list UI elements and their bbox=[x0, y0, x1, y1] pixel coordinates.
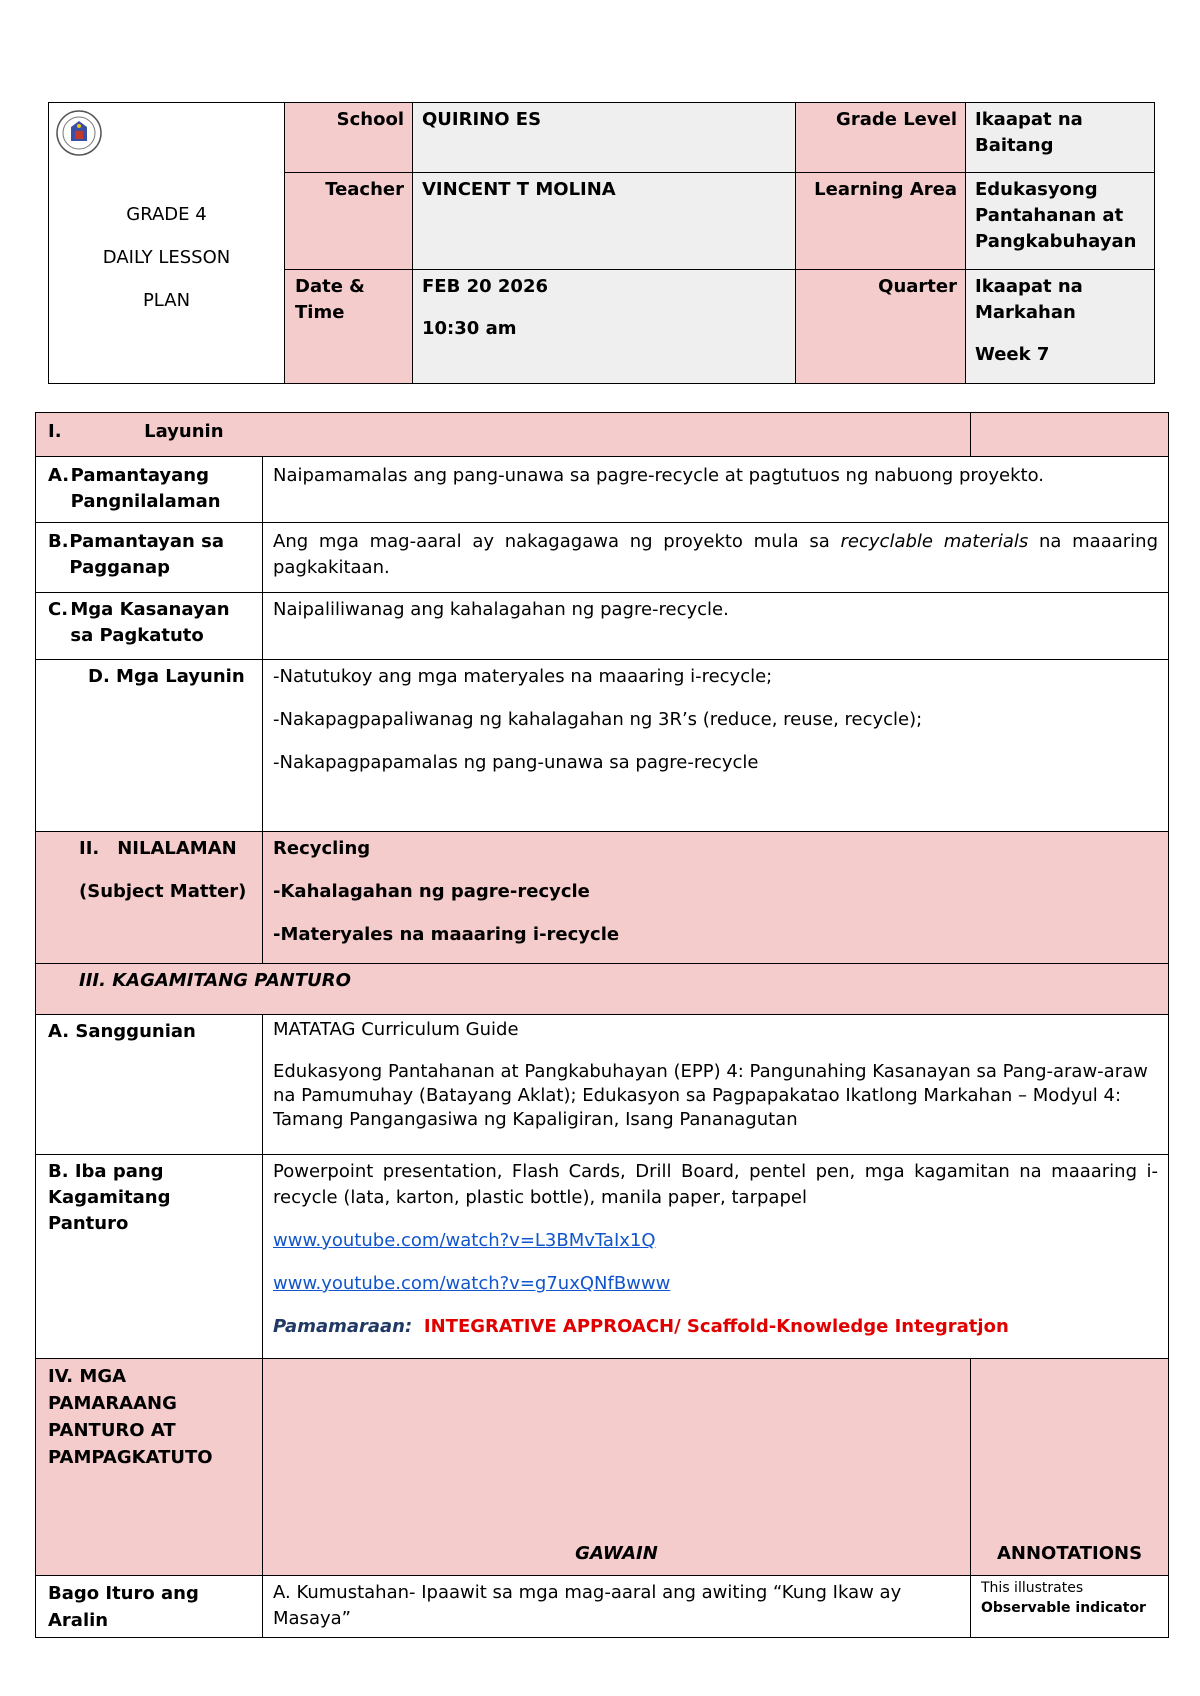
nilalaman-subtitle: (Subject Matter) bbox=[79, 881, 247, 902]
week-value: Week 7 bbox=[975, 344, 1050, 365]
quarter-value-cell bbox=[966, 270, 1155, 384]
mga-layunin-list bbox=[263, 660, 1169, 832]
teacher-value: VINCENT T MOLINA bbox=[413, 173, 796, 270]
grade-title-cell bbox=[49, 103, 285, 384]
bago-ituro-label: Bago Ituro ang Aralin bbox=[36, 1576, 263, 1638]
lesson-table bbox=[35, 412, 1169, 1638]
sanggunian-item: MATATAG Curriculum Guide bbox=[273, 1019, 519, 1040]
annotation-cell bbox=[971, 1576, 1169, 1638]
gawain-header: GAWAIN bbox=[263, 1359, 971, 1576]
pamantayan-sa-pagganap-label bbox=[36, 523, 263, 593]
header-table bbox=[48, 102, 1155, 384]
sanggunian-item: Edukasyong Pantahanan at Pangkabuhayan (EPP) 4: Pangunahing Kasanayan sa Pang-araw-araw na Pamumuhay (Batayang Aklat); Edukasyon sa Pagpapakatao Ikatlong Markahan – Modyul 4: Tamang Pangangasiwa ng Kapaligiran, Isang Pananagutan bbox=[273, 1061, 1148, 1130]
layunin-item: -Nakapagpapamalas ng pang-unawa sa pagre-recycle bbox=[273, 752, 759, 773]
layunin-title: Layunin bbox=[144, 421, 224, 442]
layunin-empty-cell bbox=[971, 413, 1169, 457]
item-title: Pamantayan sa Pagganap bbox=[69, 531, 224, 578]
sanggunian-content bbox=[263, 1015, 1169, 1155]
school-label: School bbox=[285, 103, 413, 173]
item-title: Pamantayang Pangnilalaman bbox=[70, 465, 221, 512]
layunin-item: -Natutukoy ang mga materyales na maaaring i-recycle; bbox=[273, 666, 773, 687]
text-part: na maaaring pagkakitaan. bbox=[273, 531, 1158, 578]
item-letter: C. bbox=[48, 599, 69, 620]
layunin-item: -Nakapagpapaliwanag ng kahalagahan ng 3R’s (reduce, reuse, recycle); bbox=[273, 709, 923, 730]
pamantayan-sa-pagganap-text bbox=[263, 523, 1169, 593]
pamantayang-pangnilalaman-text: Naipamamalas ang pang-unawa sa pagre-recycle at pagtutuos ng nabuong proyekto. bbox=[263, 457, 1169, 523]
bago-ituro-text: A. Kumustahan- Ipaawit sa mga mag-aaral ang awiting “Kung Ikaw ay Masaya” bbox=[263, 1576, 971, 1638]
nilalaman-label bbox=[36, 832, 263, 964]
youtube-link[interactable]: www.youtube.com/watch?v=g7uxQNfBwww bbox=[273, 1273, 671, 1294]
annotation-text: This illustrates bbox=[981, 1580, 1084, 1596]
sanggunian-label: A. Sanggunian bbox=[36, 1015, 263, 1155]
nilalaman-title: NILALAMAN bbox=[117, 838, 237, 859]
nilalaman-content bbox=[263, 832, 1169, 964]
grade-title-line: DAILY LESSON bbox=[102, 247, 231, 268]
nilalaman-item: -Materyales na maaaring i-recycle bbox=[273, 924, 620, 945]
layunin-number: I. bbox=[48, 421, 62, 442]
grade-level-value: Ikaapat na Baitang bbox=[966, 103, 1155, 173]
nilalaman-item: -Kahalagahan ng pagre-recycle bbox=[273, 881, 590, 902]
iba-pang-kagamitan-label: B. Iba pang Kagamitang Panturo bbox=[36, 1155, 263, 1359]
date-time-value bbox=[413, 270, 796, 384]
pamaraang-panturo-label: IV. MGA PAMARAANG PANTURO AT PAMPAGKATUTO bbox=[36, 1359, 263, 1576]
date-time-label: Date & Time bbox=[285, 270, 413, 384]
kagamitan-list: Powerpoint presentation, Flash Cards, Drill Board, pentel pen, mga kagamitan na maaaring i-recycle (lata, karton, plastic bottle), manila paper, tarpapel bbox=[273, 1161, 1158, 1208]
quarter-label: Quarter bbox=[796, 270, 966, 384]
youtube-link[interactable]: www.youtube.com/watch?v=L3BMvTaIx1Q bbox=[273, 1230, 656, 1251]
kagamitan-header: III. KAGAMITANG PANTURO bbox=[36, 964, 1169, 1015]
grade-title-line: PLAN bbox=[142, 290, 191, 311]
grade-level-label: Grade Level bbox=[796, 103, 966, 173]
pamantayang-pangnilalaman-label bbox=[36, 457, 263, 523]
annotations-header: ANNOTATIONS bbox=[971, 1359, 1169, 1576]
nilalaman-item: Recycling bbox=[273, 838, 371, 859]
school-value: QUIRINO ES bbox=[413, 103, 796, 173]
quarter-value: Ikaapat na Markahan bbox=[975, 276, 1083, 323]
teacher-label: Teacher bbox=[285, 173, 413, 270]
grade-title-line: GRADE 4 bbox=[126, 204, 207, 225]
iba-pang-kagamitan-content bbox=[263, 1155, 1169, 1359]
annotation-indicator: Observable indicator bbox=[981, 1600, 1146, 1616]
time-value: 10:30 am bbox=[422, 318, 517, 339]
kasanayan-label bbox=[36, 593, 263, 660]
item-letter: B. bbox=[48, 531, 69, 552]
text-italic: recyclable materials bbox=[840, 531, 1029, 552]
pamamaraan-value: INTEGRATIVE APPROACH/ Scaffold-Knowledge Integratjon bbox=[423, 1316, 1009, 1337]
layunin-header bbox=[36, 413, 971, 457]
text-part: Ang mga mag-aaral ay nakagagawa ng proyekto mula sa bbox=[273, 531, 841, 552]
item-letter: A. bbox=[48, 465, 70, 486]
kasanayan-text: Naipaliliwanag ang kahalagahan ng pagre-recycle. bbox=[263, 593, 1169, 660]
mga-layunin-label: D. Mga Layunin bbox=[36, 660, 263, 832]
nilalaman-number: II. bbox=[79, 838, 100, 859]
learning-area-value: Edukasyong Pantahanan at Pangkabuhayan bbox=[966, 173, 1155, 270]
pamamaraan-label: Pamamaraan: bbox=[273, 1316, 413, 1337]
date-value: FEB 20 2026 bbox=[422, 276, 548, 297]
learning-area-label: Learning Area bbox=[796, 173, 966, 270]
item-title: Mga Kasanayan sa Pagkatuto bbox=[70, 599, 230, 646]
deped-seal-icon bbox=[55, 109, 103, 157]
